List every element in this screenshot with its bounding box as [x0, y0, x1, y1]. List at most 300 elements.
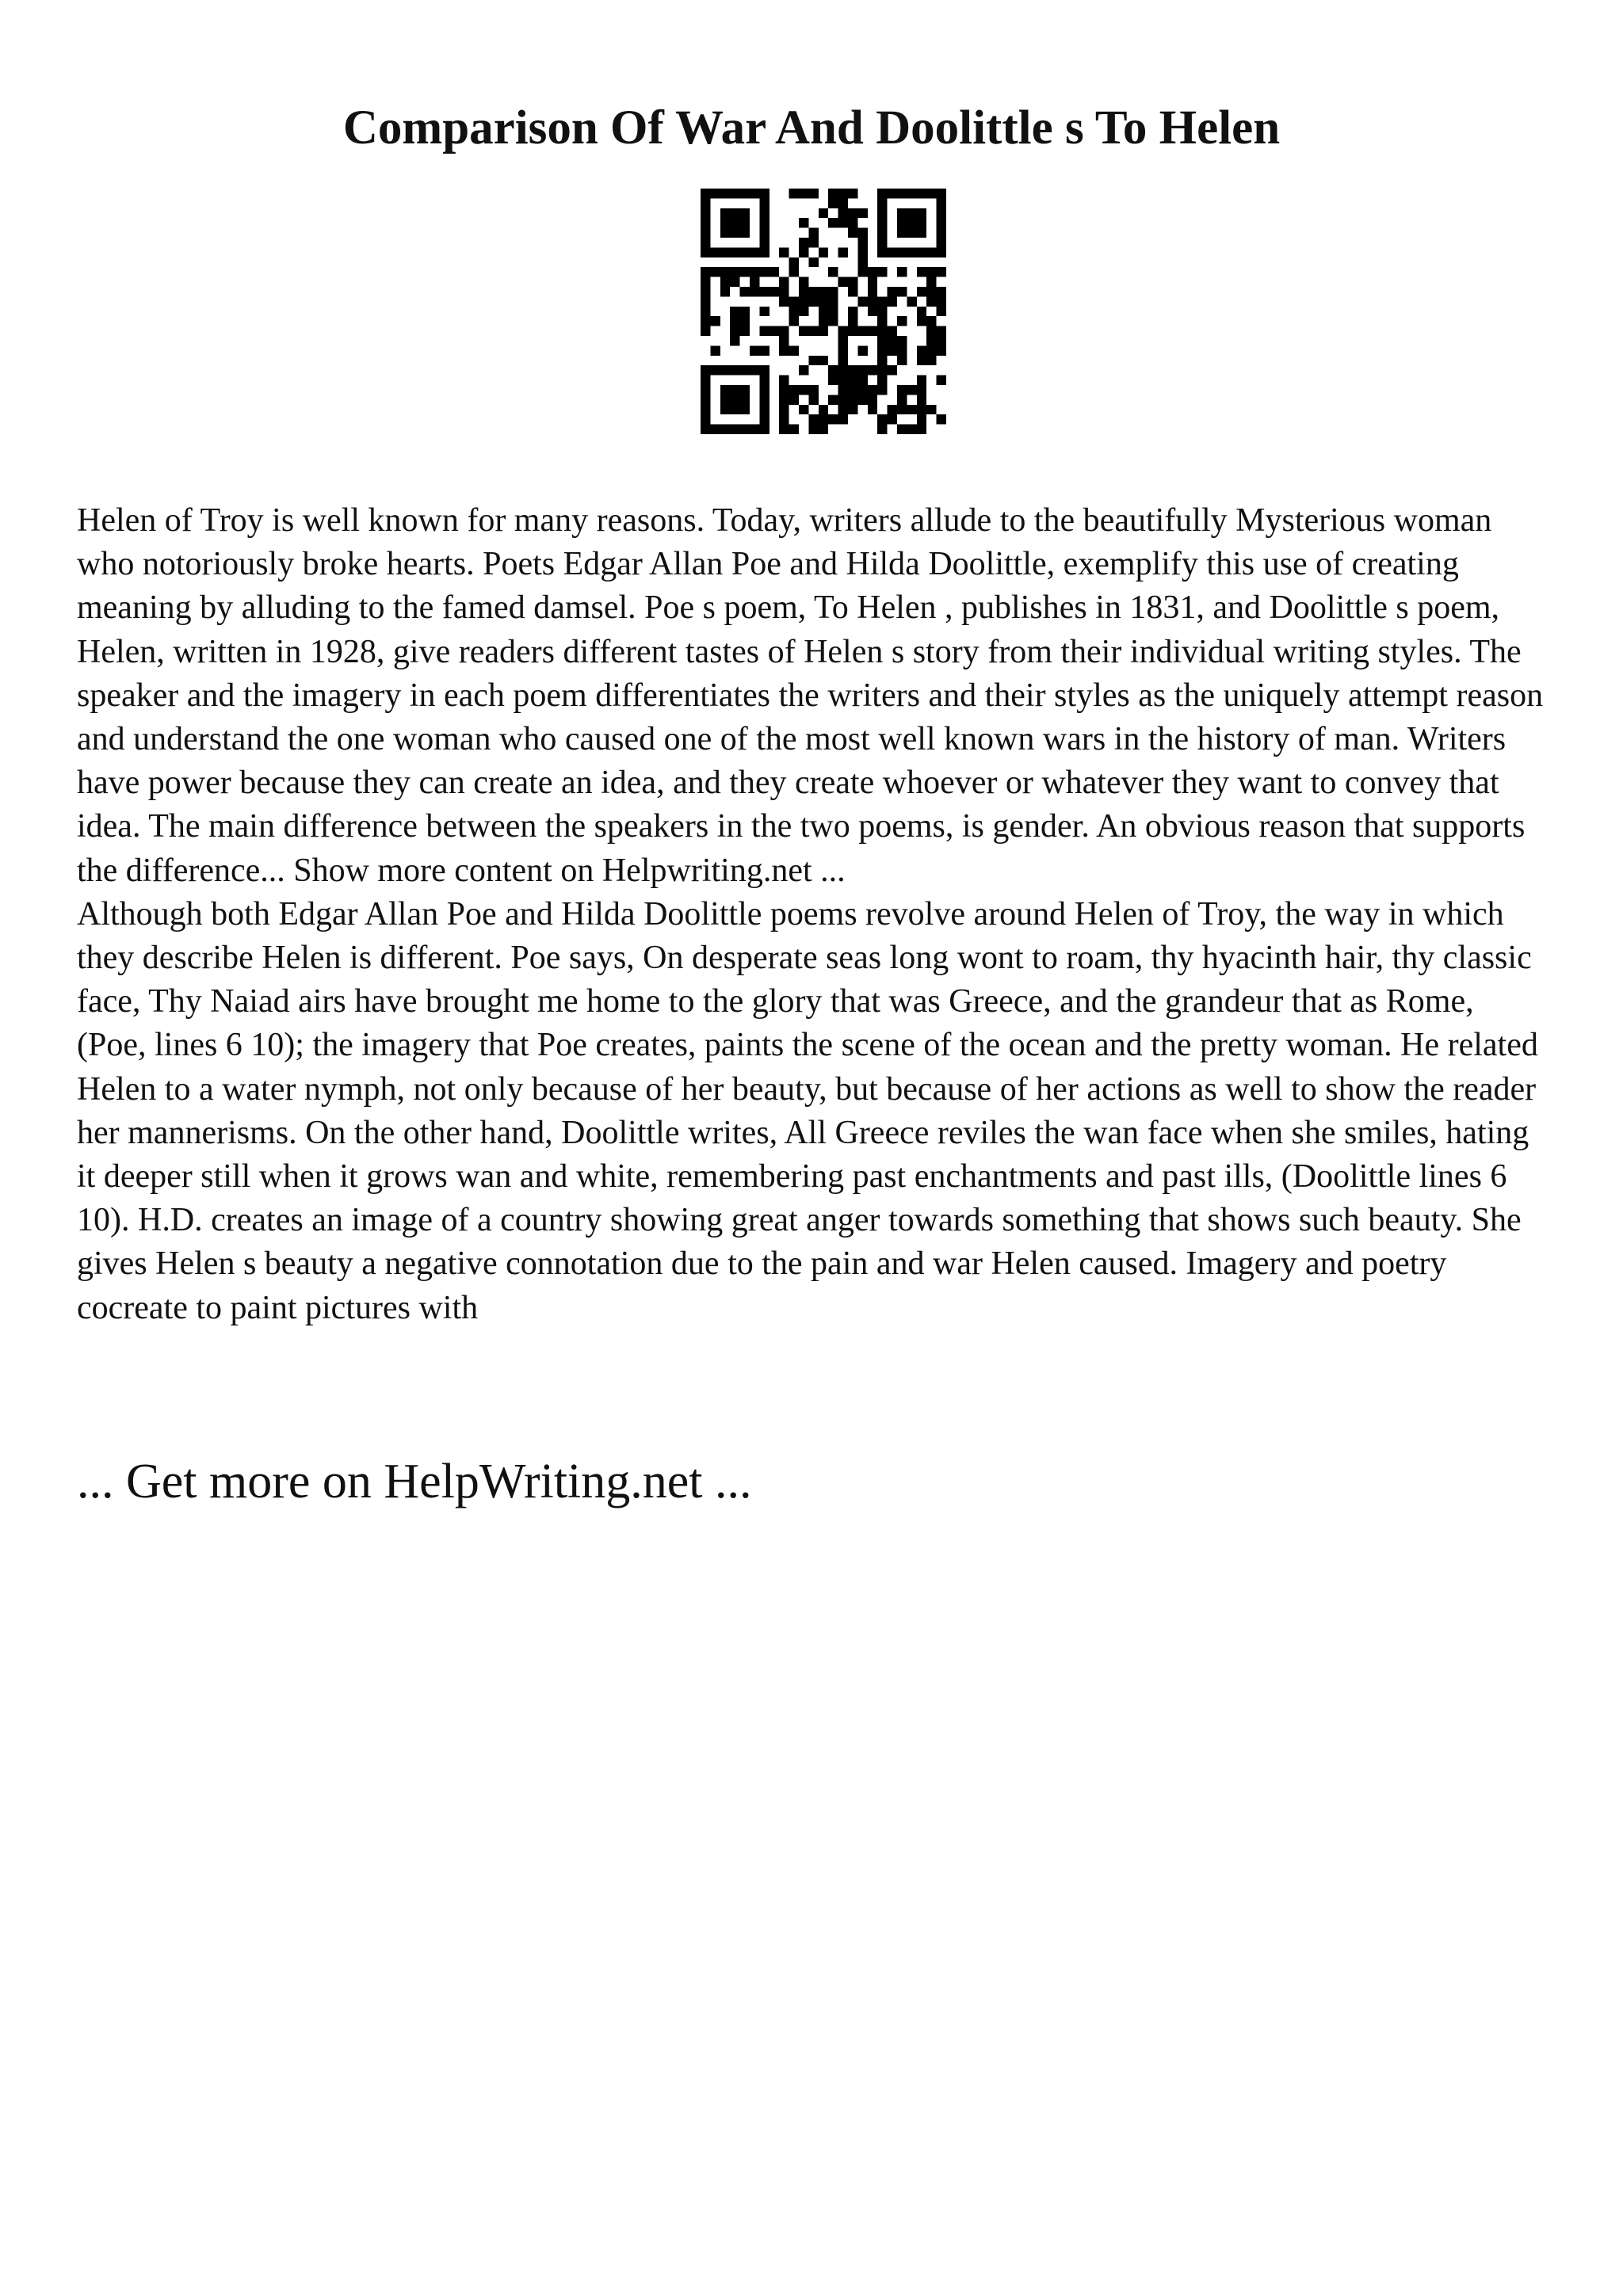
qr-module	[897, 316, 907, 326]
qr-module	[838, 345, 848, 355]
qr-module	[897, 267, 907, 277]
qr-module	[799, 189, 808, 198]
qr-module	[701, 189, 710, 198]
qr-module	[789, 385, 799, 395]
qr-module	[937, 238, 946, 247]
qr-module	[877, 208, 887, 218]
qr-module	[750, 267, 759, 277]
qr-module	[917, 395, 926, 404]
qr-module	[897, 425, 907, 434]
qr-module	[868, 405, 877, 414]
qr-module	[888, 345, 897, 355]
qr-module	[730, 247, 739, 257]
qr-module	[819, 425, 828, 434]
qr-module	[779, 247, 789, 257]
qr-module	[857, 385, 867, 395]
qr-module	[848, 218, 857, 227]
qr-module	[838, 247, 848, 257]
qr-module	[740, 326, 750, 336]
qr-module	[877, 345, 887, 355]
qr-module	[848, 376, 857, 385]
qr-module	[779, 296, 789, 306]
qr-module	[720, 218, 730, 227]
qr-module	[877, 198, 887, 208]
qr-module	[848, 277, 857, 287]
qr-module	[897, 395, 907, 404]
qr-module	[877, 376, 887, 385]
qr-module	[888, 296, 897, 306]
qr-module	[730, 218, 739, 227]
qr-module	[740, 316, 750, 326]
qr-module	[789, 267, 799, 277]
qr-module	[917, 228, 926, 238]
qr-module	[730, 395, 739, 404]
qr-module	[701, 405, 710, 414]
qr-module	[759, 247, 769, 257]
qr-module	[759, 287, 769, 296]
qr-module	[888, 336, 897, 345]
qr-module	[828, 218, 838, 227]
qr-module	[926, 267, 936, 277]
qr-module	[877, 267, 887, 277]
qr-module	[897, 405, 907, 414]
qr-module	[926, 316, 936, 326]
qr-module	[937, 345, 946, 355]
qr-module	[701, 365, 710, 375]
qr-module	[701, 287, 710, 296]
qr-module	[877, 228, 887, 238]
qr-module	[926, 287, 936, 296]
qr-module	[750, 287, 759, 296]
qr-module	[838, 336, 848, 345]
qr-module	[701, 307, 710, 316]
qr-module	[740, 218, 750, 227]
paragraph-2: Although both Edgar Allan Poe and Hilda Doolittle poems revolve around Helen of Troy, the way in which they describe Helen is different. Poe says, On desperate seas long wont to roam, thy hyacinth hair, thy classic face, Thy Naiad airs have brought me home to the glory that was Greece, and the grandeur that as Rome, (Poe, lines 6 10); the imagery that Poe creates, paints the scene of the ocean and the pretty woman. He related Helen to a water nymph, not only because of her beauty, but because of her actions as well to show the reader her mannerisms. On the other hand, Doolittle writes, All Greece reviles the wan face when she smiles, hating it deeper still when it grows wan and white, remembering past enchantments and past ills, (Doolittle lines 6 10). H.D. creates an image of a country showing great anger towards something that shows such beauty. She gives Helen s beauty a negative connotation due to the pain and war Helen caused. Imagery and poetry cocreate to paint pictures with	[77, 895, 1538, 1326]
qr-module	[730, 208, 739, 218]
qr-module	[848, 316, 857, 326]
qr-module	[808, 189, 818, 198]
qr-module	[917, 267, 926, 277]
qr-module	[838, 385, 848, 395]
qr-module	[868, 287, 877, 296]
qr-module	[917, 247, 926, 257]
qr-module	[740, 425, 750, 434]
qr-module	[937, 208, 946, 218]
qr-module	[750, 247, 759, 257]
qr-module	[877, 336, 887, 345]
qr-module	[799, 405, 808, 414]
qr-module	[877, 316, 887, 326]
qr-module	[917, 345, 926, 355]
qr-module	[828, 316, 838, 326]
qr-module	[857, 365, 867, 375]
qr-module	[937, 228, 946, 238]
qr-module	[819, 405, 828, 414]
qr-module	[848, 189, 857, 198]
qr-module	[779, 345, 789, 355]
qr-module	[759, 345, 769, 355]
get-more-link[interactable]: ... Get more on HelpWriting.net ...	[77, 1455, 752, 1508]
qr-module	[907, 218, 916, 227]
qr-module	[888, 365, 897, 375]
qr-module	[779, 385, 789, 395]
qr-module	[838, 277, 848, 287]
qr-module	[808, 356, 818, 365]
qr-module	[828, 287, 838, 296]
qr-module	[740, 307, 750, 316]
qr-module	[808, 238, 818, 247]
qr-module	[740, 247, 750, 257]
qr-module	[838, 356, 848, 365]
qr-module	[877, 326, 887, 336]
qr-module	[759, 307, 769, 316]
qr-module	[888, 405, 897, 414]
qr-module	[897, 189, 907, 198]
qr-module	[750, 345, 759, 355]
qr-module	[868, 385, 877, 395]
qr-module	[937, 326, 946, 336]
qr-module	[759, 425, 769, 434]
qr-module	[730, 326, 739, 336]
qr-module	[877, 307, 887, 316]
qr-module	[720, 405, 730, 414]
qr-module	[926, 326, 936, 336]
qr-module	[720, 395, 730, 404]
qr-module	[710, 189, 720, 198]
qr-module	[937, 218, 946, 227]
qr-module	[740, 267, 750, 277]
qr-module	[917, 376, 926, 385]
qr-module	[937, 267, 946, 277]
qr-module	[759, 395, 769, 404]
qr-module	[808, 287, 818, 296]
qr-module	[808, 296, 818, 306]
qr-module	[759, 376, 769, 385]
qr-module	[740, 385, 750, 395]
qr-module	[877, 414, 887, 424]
qr-module	[838, 198, 848, 208]
document-body	[77, 499, 1551, 1330]
qr-module	[857, 228, 867, 238]
qr-module	[808, 395, 818, 404]
qr-module	[789, 296, 799, 306]
qr-module	[720, 425, 730, 434]
qr-module	[720, 365, 730, 375]
qr-module	[808, 385, 818, 395]
qr-module	[779, 395, 789, 404]
qr-module	[730, 385, 739, 395]
qr-module	[848, 395, 857, 404]
qr-module	[897, 247, 907, 257]
qr-module	[926, 336, 936, 345]
qr-module	[917, 385, 926, 395]
qr-module	[897, 336, 907, 345]
qr-module	[838, 208, 848, 218]
qr-module	[730, 425, 739, 434]
qr-module	[759, 198, 769, 208]
qr-module	[868, 267, 877, 277]
qr-module	[769, 287, 779, 296]
qr-module	[779, 277, 789, 287]
qr-module	[701, 425, 710, 434]
qr-module	[720, 267, 730, 277]
qr-module	[828, 307, 838, 316]
qr-module	[740, 228, 750, 238]
qr-module	[701, 277, 710, 287]
qr-module	[750, 425, 759, 434]
qr-module	[710, 247, 720, 257]
qr-module	[789, 189, 799, 198]
qr-module	[808, 425, 818, 434]
qr-module	[828, 189, 838, 198]
qr-module	[701, 385, 710, 395]
qr-module	[779, 414, 789, 424]
qr-module	[720, 287, 730, 296]
qr-module	[848, 365, 857, 375]
qr-module	[917, 356, 926, 365]
qr-module	[877, 238, 887, 247]
qr-module	[868, 277, 877, 287]
qr-module	[848, 326, 857, 336]
qr-module	[730, 365, 739, 375]
qr-module	[888, 326, 897, 336]
qr-module	[868, 307, 877, 316]
qr-module	[897, 208, 907, 218]
qr-module	[720, 228, 730, 238]
qr-module	[759, 208, 769, 218]
qr-module	[838, 189, 848, 198]
qr-module	[888, 189, 897, 198]
qr-module	[926, 356, 936, 365]
qr-module	[877, 218, 887, 227]
qr-module	[799, 296, 808, 306]
qr-module	[877, 425, 887, 434]
qr-module	[710, 267, 720, 277]
qr-module	[808, 257, 818, 267]
qr-module	[828, 267, 838, 277]
qr-module	[701, 267, 710, 277]
qr-module	[937, 287, 946, 296]
qr-module	[857, 208, 867, 218]
qr-module	[857, 345, 867, 355]
qr-module	[848, 385, 857, 395]
qr-module	[769, 326, 779, 336]
qr-module	[759, 326, 769, 336]
qr-module	[838, 218, 848, 227]
qr-module	[701, 198, 710, 208]
qr-module	[701, 218, 710, 227]
qr-module	[857, 376, 867, 385]
qr-module	[701, 326, 710, 336]
qr-module	[799, 287, 808, 296]
qr-module	[937, 307, 946, 316]
qr-module	[710, 365, 720, 375]
qr-module	[750, 189, 759, 198]
qr-module	[779, 425, 789, 434]
qr-module	[759, 405, 769, 414]
qr-module	[888, 287, 897, 296]
qr-module	[868, 296, 877, 306]
qr-module	[701, 376, 710, 385]
qr-module	[926, 247, 936, 257]
qr-module	[779, 287, 789, 296]
qr-module	[789, 307, 799, 316]
qr-module	[779, 326, 789, 336]
qr-module	[888, 247, 897, 257]
qr-module	[730, 267, 739, 277]
qr-module	[917, 287, 926, 296]
document-title: Comparison Of War And Doolittle s To Helen	[342, 101, 1281, 154]
qr-module	[917, 208, 926, 218]
qr-module	[740, 287, 750, 296]
qr-module	[857, 296, 867, 306]
qr-module	[937, 296, 946, 306]
qr-module	[868, 365, 877, 375]
qr-module	[926, 345, 936, 355]
qr-module	[907, 247, 916, 257]
qr-module	[888, 414, 897, 424]
qr-module	[740, 208, 750, 218]
qr-module	[740, 365, 750, 375]
qr-module	[819, 208, 828, 218]
qr-module	[701, 316, 710, 326]
qr-module	[819, 307, 828, 316]
qr-module	[808, 228, 818, 238]
qr-module	[720, 208, 730, 218]
qr-module	[907, 296, 916, 306]
qr-module	[799, 385, 808, 395]
qr-module	[750, 365, 759, 375]
qr-module	[789, 257, 799, 267]
qr-module	[857, 247, 867, 257]
qr-module	[819, 296, 828, 306]
qr-module	[759, 189, 769, 198]
qr-module	[937, 247, 946, 257]
qr-module	[838, 405, 848, 414]
qr-module	[897, 385, 907, 395]
qr-module	[937, 198, 946, 208]
qr-module	[799, 277, 808, 287]
qr-module	[750, 277, 759, 287]
qr-module	[828, 296, 838, 306]
qr-module	[759, 238, 769, 247]
qr-module	[917, 425, 926, 434]
qr-module	[769, 267, 779, 277]
qr-module	[917, 307, 926, 316]
qr-module	[937, 189, 946, 198]
qr-module	[720, 189, 730, 198]
qr-module	[937, 376, 946, 385]
qr-module	[907, 425, 916, 434]
qr-module	[917, 189, 926, 198]
qr-module	[848, 307, 857, 316]
qr-module	[789, 395, 799, 404]
qr-module	[926, 189, 936, 198]
qr-module	[701, 395, 710, 404]
qr-module	[779, 376, 789, 385]
qr-module	[710, 345, 720, 355]
qr-module	[819, 287, 828, 296]
qr-module	[701, 228, 710, 238]
qr-module	[907, 405, 916, 414]
paragraph-1: Helen of Troy is well known for many reasons. Today, writers allude to the beautifully Mysterious woman who notoriously broke hearts. Poets Edgar Allan Poe and Hilda Doolittle, exemplify this use of creating meaning by alluding to the famed damsel. Poe s poem, To Helen , publishes in 1831, and Doolittle s poem, Helen, written in 1928, give readers different tastes of Helen s story from their individual writing styles. The speaker and the imagery in each poem differentiates the writers and their styles as the uniquely attempt reason and understand the one woman who caused one of the most well known wars in the history of man. Writers have power because they can create an idea, and they create whoever or whatever they want to convey that idea. The main difference between the speakers in the two poems, is gender. An obvious reason that supports the difference... Show more content on Helpwriting.net ...	[77, 502, 1544, 889]
qr-module	[848, 228, 857, 238]
qr-module	[799, 238, 808, 247]
qr-module	[857, 395, 867, 404]
qr-module	[917, 218, 926, 227]
qr-module	[897, 345, 907, 355]
qr-module	[701, 414, 710, 424]
qr-module	[877, 189, 887, 198]
qr-module	[759, 218, 769, 227]
qr-module	[819, 247, 828, 257]
qr-module	[759, 228, 769, 238]
qr-module	[740, 405, 750, 414]
qr-module	[907, 189, 916, 198]
qr-module	[848, 287, 857, 296]
qr-module	[877, 296, 887, 306]
qr-module	[838, 414, 848, 424]
qr-module	[759, 365, 769, 375]
qr-module	[857, 326, 867, 336]
qr-module	[789, 345, 799, 355]
qr-module	[937, 414, 946, 424]
qr-module	[897, 287, 907, 296]
qr-module	[710, 425, 720, 434]
qr-module	[701, 296, 710, 306]
qr-module	[759, 414, 769, 424]
qr-module	[720, 277, 730, 287]
qr-module	[857, 267, 867, 277]
qr-module	[701, 208, 710, 218]
qr-module	[799, 247, 808, 257]
qr-module	[730, 307, 739, 316]
qr-module	[838, 326, 848, 336]
qr-module	[907, 228, 916, 238]
qr-module	[720, 385, 730, 395]
qr-module	[808, 414, 818, 424]
qr-module	[720, 247, 730, 257]
qr-module	[877, 385, 887, 395]
qr-module	[917, 405, 926, 414]
qr-module	[937, 336, 946, 345]
qr-module	[877, 247, 887, 257]
qr-module	[730, 228, 739, 238]
qr-module	[926, 405, 936, 414]
qr-module	[799, 365, 808, 375]
qr-module	[759, 385, 769, 395]
qr-module	[730, 189, 739, 198]
qr-module	[819, 316, 828, 326]
qr-module	[838, 395, 848, 404]
qr-module	[838, 376, 848, 385]
qr-module	[828, 365, 838, 375]
qr-module	[710, 316, 720, 326]
qr-module	[828, 395, 838, 404]
qr-module	[907, 208, 916, 218]
qr-module	[730, 336, 739, 345]
qr-module	[701, 238, 710, 247]
qr-module	[897, 356, 907, 365]
qr-module	[828, 414, 838, 424]
qr-module	[799, 326, 808, 336]
qr-module	[907, 385, 916, 395]
qr-module	[868, 326, 877, 336]
qr-module	[917, 316, 926, 326]
qr-module	[926, 296, 936, 306]
qr-module	[848, 405, 857, 414]
qr-code-icon	[701, 189, 946, 434]
